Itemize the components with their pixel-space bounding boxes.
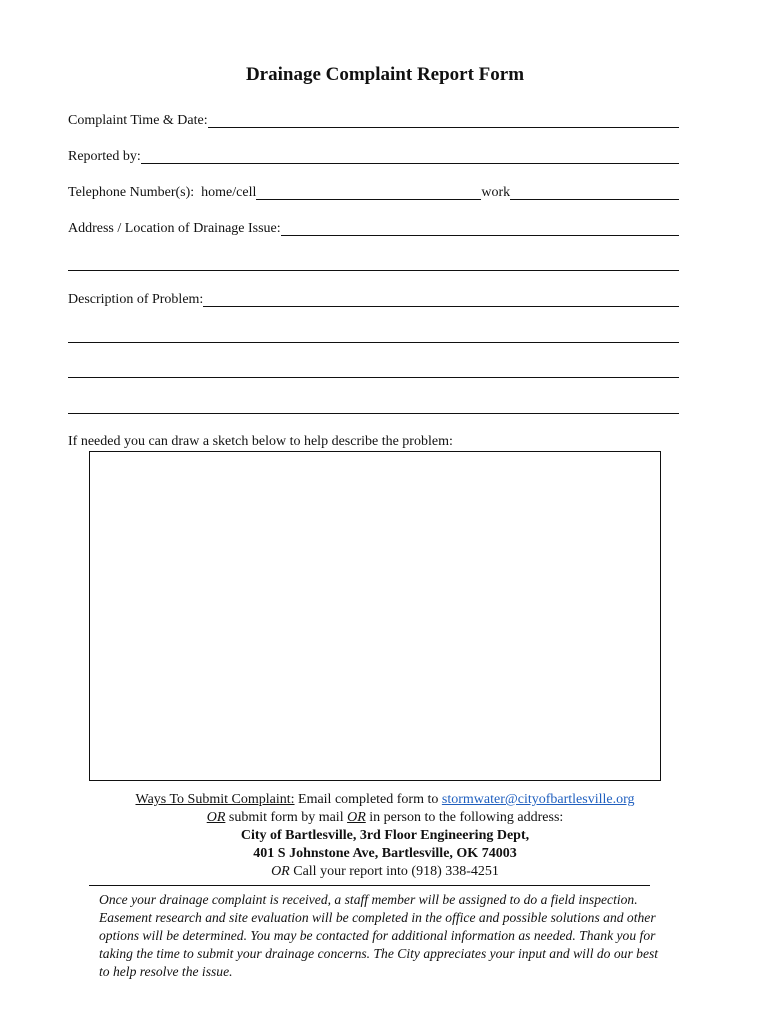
submit-instructions (0, 791, 770, 881)
description-field-line-4[interactable] (68, 413, 679, 414)
address-field[interactable] (281, 221, 679, 236)
divider (89, 885, 650, 886)
person-text: in person to the following address: (365, 810, 564, 825)
or-label: OR (271, 864, 290, 879)
reported-by-row (68, 149, 679, 165)
complaint-time-date-field[interactable] (208, 113, 679, 128)
address-field-line-2[interactable] (68, 270, 679, 271)
reported-by-field[interactable] (141, 149, 679, 164)
description-label: Description of Problem: (68, 292, 204, 307)
email-link[interactable]: stormwater@cityofbartlesville.org (441, 792, 635, 807)
or-label: OR (206, 810, 226, 825)
submit-email-line (0, 791, 770, 809)
telephone-label: Telephone Number(s): home/cell (68, 185, 257, 200)
mail-text: submit form by mail (225, 810, 348, 825)
sketch-area[interactable] (89, 451, 661, 781)
call-line (0, 863, 770, 881)
call-text: Call your report into (918) 338-4251 (289, 864, 499, 879)
submit-heading: Ways To Submit Complaint: (135, 792, 295, 807)
description-row (68, 292, 679, 308)
complaint-time-date-row (68, 113, 679, 129)
home-cell-field[interactable] (256, 185, 481, 200)
work-field[interactable] (510, 185, 679, 200)
address-label: Address / Location of Drainage Issue: (68, 221, 281, 236)
email-text: Email completed form to (294, 792, 442, 807)
description-field[interactable] (203, 292, 679, 307)
work-label: work (481, 185, 511, 200)
dept-address: 401 S Johnstone Ave, Bartlesville, OK 74003 (253, 846, 517, 861)
dept-name: City of Bartlesville, 3rd Floor Engineering Dept, (240, 828, 530, 843)
reported-by-label: Reported by: (68, 149, 141, 164)
description-field-line-2[interactable] (68, 342, 679, 343)
address-row (68, 221, 679, 237)
complaint-time-date-label: Complaint Time & Date: (68, 113, 208, 128)
submit-mail-line (0, 809, 770, 827)
closing-note: Once your drainage complaint is received, a staff member will be assigned to do a field inspection. Easement research and site evaluation will be completed in the office and possible solutions and other options will be determined. You may be contacted for additional information as needed. Thank you for taking the time to submit your drainage concerns. The City appreciates your input and will do our best to help resolve the issue. (99, 892, 659, 979)
telephone-row (68, 185, 679, 201)
sketch-label: If needed you can draw a sketch below to help describe the problem: (68, 434, 453, 449)
description-field-line-3[interactable] (68, 377, 679, 378)
form-title: Drainage Complaint Report Form (245, 64, 525, 85)
or-label: OR (347, 810, 366, 825)
